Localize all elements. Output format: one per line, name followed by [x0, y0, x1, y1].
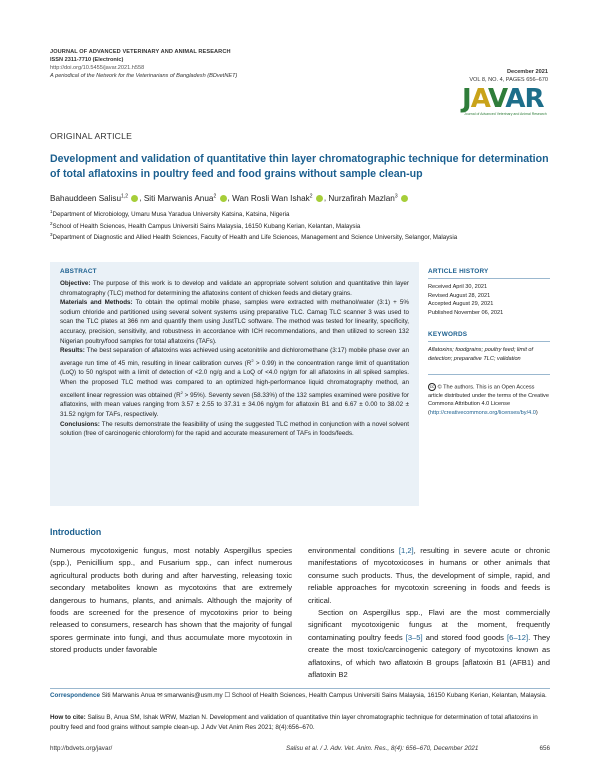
- affiliation: $^3$Department of Diagnostic and Allied Health Sciences, Faculty of Health and Life Sciences, Management and Science University, Selangor, Malaysia: [50, 232, 458, 242]
- paragraph: Numerous mycotoxigenic fungus, most notably Aspergillus species (spp.), Penicillium spp., and Fusarium spp., can infect numerous agricultural products both during and after harvesting, releasing toxic secondary metabolites known as mycotoxins that are extremely dangerous to humans, plants, and animals. Although the majority of foods are screened for the presence of mycotoxins prior to being released to consumers, research has shown that the majority of fungal spores germinate into fungi, and thus accumulate more mycotoxin in stored products under favorable: [50, 546, 292, 655]
- article-type: ORIGINAL ARTICLE: [50, 131, 132, 141]
- orcid-icon[interactable]: [316, 195, 323, 202]
- section-heading-introduction: Introduction: [50, 527, 102, 537]
- body-column-right: [308, 545, 550, 681]
- orcid-icon[interactable]: [220, 195, 227, 202]
- orcid-icon[interactable]: [401, 195, 408, 202]
- article-history: Received April 30, 2021 Revised August 28, 2021 Accepted August 29, 2021 Published November 06, 2021: [428, 284, 504, 316]
- author[interactable]: Bahauddeen Salisu$^{1,2}$: [50, 193, 128, 203]
- volume-pages: VOL 8, NO. 4, PAGES 656–670: [469, 77, 548, 83]
- footnote-divider: [50, 688, 550, 689]
- journal-name: JOURNAL OF ADVANCED VETERINARY AND ANIMAL RESEARCH: [50, 49, 231, 55]
- abstract-box: [50, 262, 419, 506]
- history-heading: ARTICLE HISTORY: [428, 268, 489, 275]
- license-link[interactable]: http://creativecommons.org/licenses/by/4.0: [429, 409, 536, 416]
- citation-link[interactable]: [1,2]: [398, 546, 414, 555]
- author-list: Bahauddeen Salisu$^{1,2}$ , Siti Marwanis Anua$^2$ , Wan Rosli Wan Ishak$^2$ , Nurzafirah Mazlan$^3$: [50, 193, 550, 203]
- journal-url[interactable]: http://bdvets.org/javar/: [50, 745, 113, 752]
- citation-link[interactable]: [6–12]: [507, 632, 529, 642]
- author[interactable]: Nurzafirah Mazlan$^3$: [328, 193, 398, 203]
- correspondence: Correspondence Siti Marwanis Anua ✉ smarwanis@usm.my ☐ School of Health Sciences, Health Campus Universiti Sains Malaysia, 16150 Kubang Kerian, Kelantan, Malaysia.: [50, 692, 547, 699]
- issue-info: [469, 68, 548, 84]
- paragraph: Section on Aspergillus spp., Flavi are the most commercially significant mycotoxigenic fungus at the moment, frequently contaminating poultry feeds [3–5] and stored food goods [6–12]. They create the most toxic/carcinogenic category of mycotoxins known as aflatoxins, of which two aflatoxin B groups [aflatoxin B1 (AFB1) and aflatoxin B2: [308, 608, 551, 680]
- abstract-text: Objective: The purpose of this work is to develop and validate an appropriate solvent solution and quantitative thin layer chromatography (TLC) method for determining the aflatoxins content of chicken feeds and dietary grains. Materials and Methods: To obtain the optimal mobile phase, samples were extracted with methanol/water (3:1) + 5% sodium chloride and partitioned using several solvent systems using preparative TLC. Camag TLC scanner 3 was used to scan the TLC plates at 366 nm and quantify them using JustTLC software. The method was tested for linearity, specificity, accuracy, precision, sensitivity, and robustness in accordance with ICH recommendations, and then utilized to screen 132 Nigerian poultry/food samples for total aflatoxins (TAFs). Results: The best separation of aflatoxins was achieved using acetonitrile and dichloromethane (3:17) mobile phase over an average run time of 45 min, resulting in linear calibration curves $(R^2 > 0.99)$ in the concentration range limit of quantitation (LoQ) to 50 ng/spot with a limit of detection of <2.0 ng/g and a LoQ of <4.0 ng/gm for all aflatoxins in all spiked samples. When the proposed TLC method was compared to an optimized high-performance liquid chromatography method, an excellent linear regression was obtained $(R^2 > 95\%)$. Seventy seven (58.33%) of the 132 samples examined were positive for aflatoxins, with mean values ranging from 3.57 ± 2.55 to 37.31 ± 34.06 ng/gm for aflatoxin B1 and 6.67 ± 0.00 to 38.02 ± 31.52 ng/gm for TAFs, respectively. Conclusions: The results demonstrate the feasibility of using the suggested TLC method in conjunction with a novel solvent solution (free of carcinogenic chloroform) for the rapid and accurate measurement of TAFs in foods/feeds.: [60, 280, 410, 438]
- body-column-left: [50, 545, 292, 657]
- doi-link[interactable]: http://doi.org/10.5455/javar.2021.h558: [50, 65, 145, 71]
- creative-commons-icon: cc: [429, 383, 435, 389]
- article-sidebar: [428, 262, 550, 417]
- affiliation: $^2$School of Health Sciences, Health Campus Universiti Sains Malaysia, 16150 Kubang Kerian, Kelantan, Malaysia: [50, 220, 361, 230]
- orcid-icon[interactable]: [131, 195, 138, 202]
- journal-header: [50, 48, 390, 80]
- citation-link[interactable]: [3–5]: [405, 632, 423, 642]
- affiliation: $^1$Department of Microbiology, Umaru Musa Yaradua University Katsina, Katsina, Nigeria: [50, 209, 290, 219]
- how-to-cite: How to cite: Salisu B, Anua SM, Ishak WRW, Mazlan N. Development and validation of quantitative thin layer chromatographic technique for determination of total aflatoxins in poultry feed and food grains without sample clean-up. J Adv Vet Anim Res 2021; 8(4):656–670.: [50, 714, 538, 731]
- running-citation: Salisu et al. / J. Adv. Vet. Anim. Res., 8(4): 656–670, December 2021: [286, 745, 479, 752]
- abstract-heading: ABSTRACT: [60, 268, 97, 275]
- publisher-note: A periodical of the Network for the Veterinarians of Bangladesh (BDvetNET): [50, 73, 238, 79]
- author[interactable]: Wan Rosli Wan Ishak$^2$: [232, 193, 313, 203]
- issn: ISSN 2311-7710 (Electronic): [50, 57, 124, 63]
- paragraph: environmental conditions [1,2], resulting in severe acute or chronic manifestations of mycotoxicoses in humans or other animals that consume such products. Thus, the development of simple, rapid, and reliable approaches for mycotoxin screening in foods and feeds is critical.: [308, 546, 550, 605]
- article-title: Development and validation of quantitative thin layer chromatographic technique for determination of total aflatoxins in poultry feed and food grains without sample clean-up: [50, 153, 549, 180]
- issue-date: December 2021: [506, 69, 548, 75]
- keywords: Aflatoxins; foodgrains; poultry feed; limit of detection; preparative TLC; validation: [428, 347, 534, 362]
- javar-logo: JAVAR Journal of Advanced Veterinary and Animal Research: [462, 84, 547, 116]
- logo-subtitle: Journal of Advanced Veterinary and Animal Research: [464, 112, 547, 116]
- keywords-heading: KEYWORDS: [428, 331, 468, 339]
- license-text: cc © The authors. This is an Open Access article distributed under the terms of the Creative Commons Attribution 4.0 License (http://creativecommons.org/licenses/by/4.0): [428, 383, 549, 416]
- author[interactable]: Siti Marwanis Anua$^2$: [143, 193, 217, 203]
- page-number: 656: [539, 745, 550, 752]
- affiliations: [50, 208, 550, 243]
